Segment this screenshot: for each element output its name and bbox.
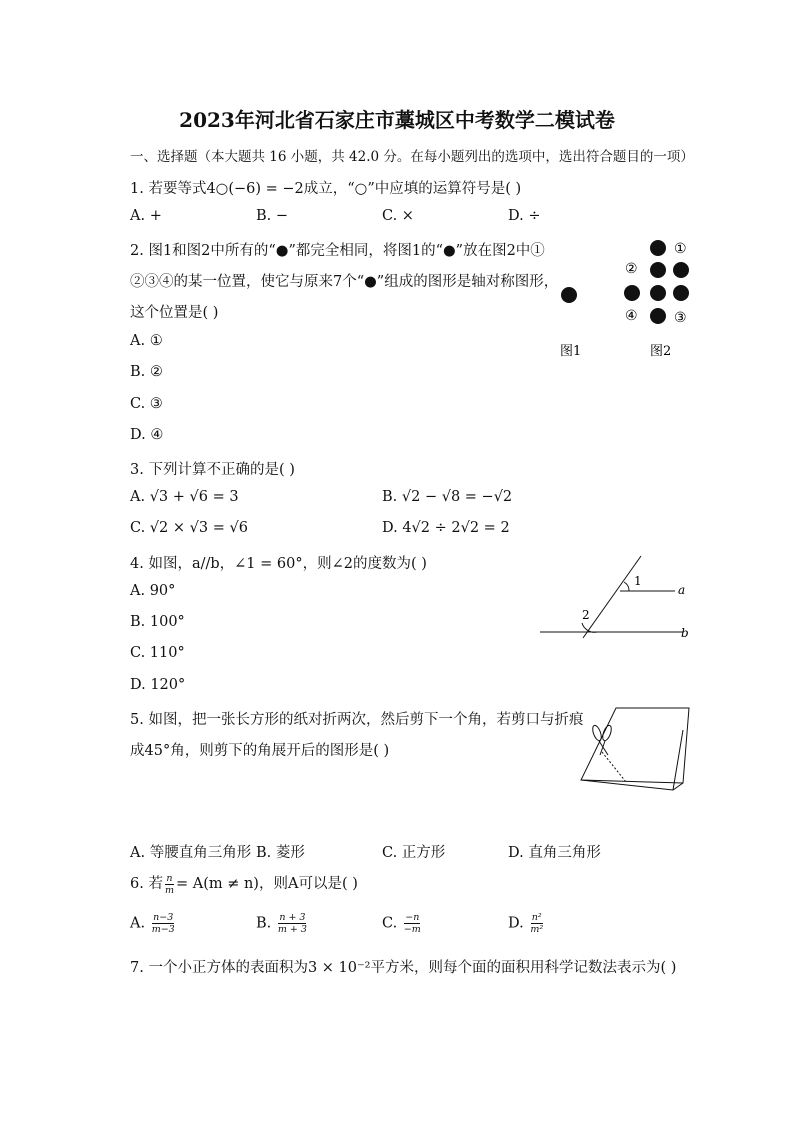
option-a: A. √3 + √6 = 3 — [130, 489, 239, 505]
stem-prefix: 6. 若 — [130, 876, 163, 892]
option-fraction: $\frac{\text{n²}}{\text{m²}}$ — [530, 912, 544, 935]
fig2-dot — [673, 262, 689, 278]
fig1-caption: 图1 — [560, 344, 582, 359]
fig2-caption: 图2 — [650, 344, 672, 359]
option-b: B. 菱形 — [256, 845, 305, 861]
option-d: D. $\frac{\text{n²}}{\text{m²}}$ — [508, 912, 544, 935]
question-stem: 3. 下列计算不正确的是( ) — [130, 462, 295, 478]
fig2-dot — [624, 285, 640, 301]
option-a: A. 等腰直角三角形 — [130, 845, 252, 861]
line-a-label: a — [678, 583, 686, 597]
option-c: C. √2 × √3 = √6 — [130, 520, 248, 536]
fig2-dot — [650, 308, 666, 324]
question-stem-line2: 成45°角，则剪下的角展开后的图形是( ) — [130, 743, 390, 759]
question-stem — [130, 872, 358, 896]
question-stem-line3: 这个位置是( ) — [130, 305, 219, 321]
option-c: C. × — [382, 208, 414, 224]
paper-sheet — [581, 708, 689, 783]
parallel-lines-figure — [535, 550, 695, 650]
option-b: B. 100° — [130, 614, 185, 630]
option-a: A. $\frac{n-3}{m-3}$ — [130, 912, 175, 935]
option-b: B. ② — [130, 364, 163, 380]
option-c: C. $\frac{-n}{-m}$ — [382, 912, 421, 935]
option-c: C. 110° — [130, 645, 185, 661]
fig2-dot — [650, 240, 666, 256]
option-d: D. 4√2 ÷ 2√2 = 2 — [382, 520, 510, 536]
mark-1: ① — [674, 241, 687, 257]
question-stem-line2: ②③④的某一位置，使它与原来7个“●”组成的图形是轴对称图形， — [130, 274, 559, 290]
fig2-dot — [673, 285, 689, 301]
angle-1-label: 1 — [634, 574, 642, 588]
page-title: 2023年河北省石家庄市藁城区中考数学二模试卷 — [179, 108, 615, 132]
scissors-icon — [601, 724, 613, 741]
option-a: A. ① — [130, 333, 163, 349]
line-b-label: b — [681, 626, 689, 640]
option-b: B. − — [256, 208, 289, 224]
angle-2-label: 2 — [582, 608, 590, 622]
question-stem-line1: 5. 如图，把一张长方形的纸对折两次，然后剪下一个角，若剪口与折痕 — [130, 712, 584, 728]
section-heading: 一、选择题（本大题共 16 小题，共 42.0 分。在每小题列出的选项中，选出符合题目的一项） — [130, 149, 694, 165]
fig2-dot — [650, 262, 666, 278]
option-a: A. + — [130, 208, 162, 224]
fig2-dot — [650, 285, 666, 301]
option-d: D. ÷ — [508, 208, 541, 224]
mark-2: ② — [625, 261, 638, 277]
folded-paper-figure — [578, 700, 698, 795]
option-fraction: $\frac{-n}{-m}$ — [403, 912, 421, 935]
option-c: C. 正方形 — [382, 845, 446, 861]
stem-suffix: = A(m ≠ n)，则A可以是( ) — [175, 876, 358, 892]
mark-4: ④ — [625, 308, 638, 324]
transversal — [583, 556, 641, 638]
option-d: D. 直角三角形 — [508, 845, 601, 861]
stem-fraction: $\frac{n}{m}$ — [164, 872, 174, 896]
option-fraction: $\frac{n + 3}{m + 3}$ — [277, 912, 307, 935]
question-stem: 1. 若要等式4○(−6) = −2成立，“○”中应填的运算符号是( ) — [130, 181, 522, 197]
option-d: D. 120° — [130, 677, 186, 693]
mark-3: ③ — [674, 310, 687, 326]
question-stem: 7. 一个小正方体的表面积为3 × 10⁻²平方米，则每个面的面积用科学记数法表示为( ) — [130, 960, 677, 976]
angle-2-arc — [582, 623, 597, 632]
option-d: D. ④ — [130, 427, 164, 443]
question-stem: 4. 如图，a//b，∠1 = 60°，则∠2的度数为( ) — [130, 556, 427, 572]
cut-line — [602, 752, 626, 782]
scissors-icon — [591, 724, 603, 741]
question-stem-line1: 2. 图1和图2中所有的“●”都完全相同，将图1的“●”放在图2中① — [130, 243, 545, 259]
option-fraction: $\frac{n-3}{m-3}$ — [151, 912, 175, 935]
option-b: B. $\frac{n + 3}{m + 3}$ — [256, 912, 307, 935]
fig1-dot — [561, 287, 577, 303]
dot-figures — [555, 235, 705, 365]
option-a: A. 90° — [130, 583, 176, 599]
option-b: B. √2 − √8 = −√2 — [382, 489, 513, 505]
fold-edge — [673, 730, 683, 790]
option-c: C. ③ — [130, 396, 163, 412]
angle-1-arc — [624, 582, 629, 591]
